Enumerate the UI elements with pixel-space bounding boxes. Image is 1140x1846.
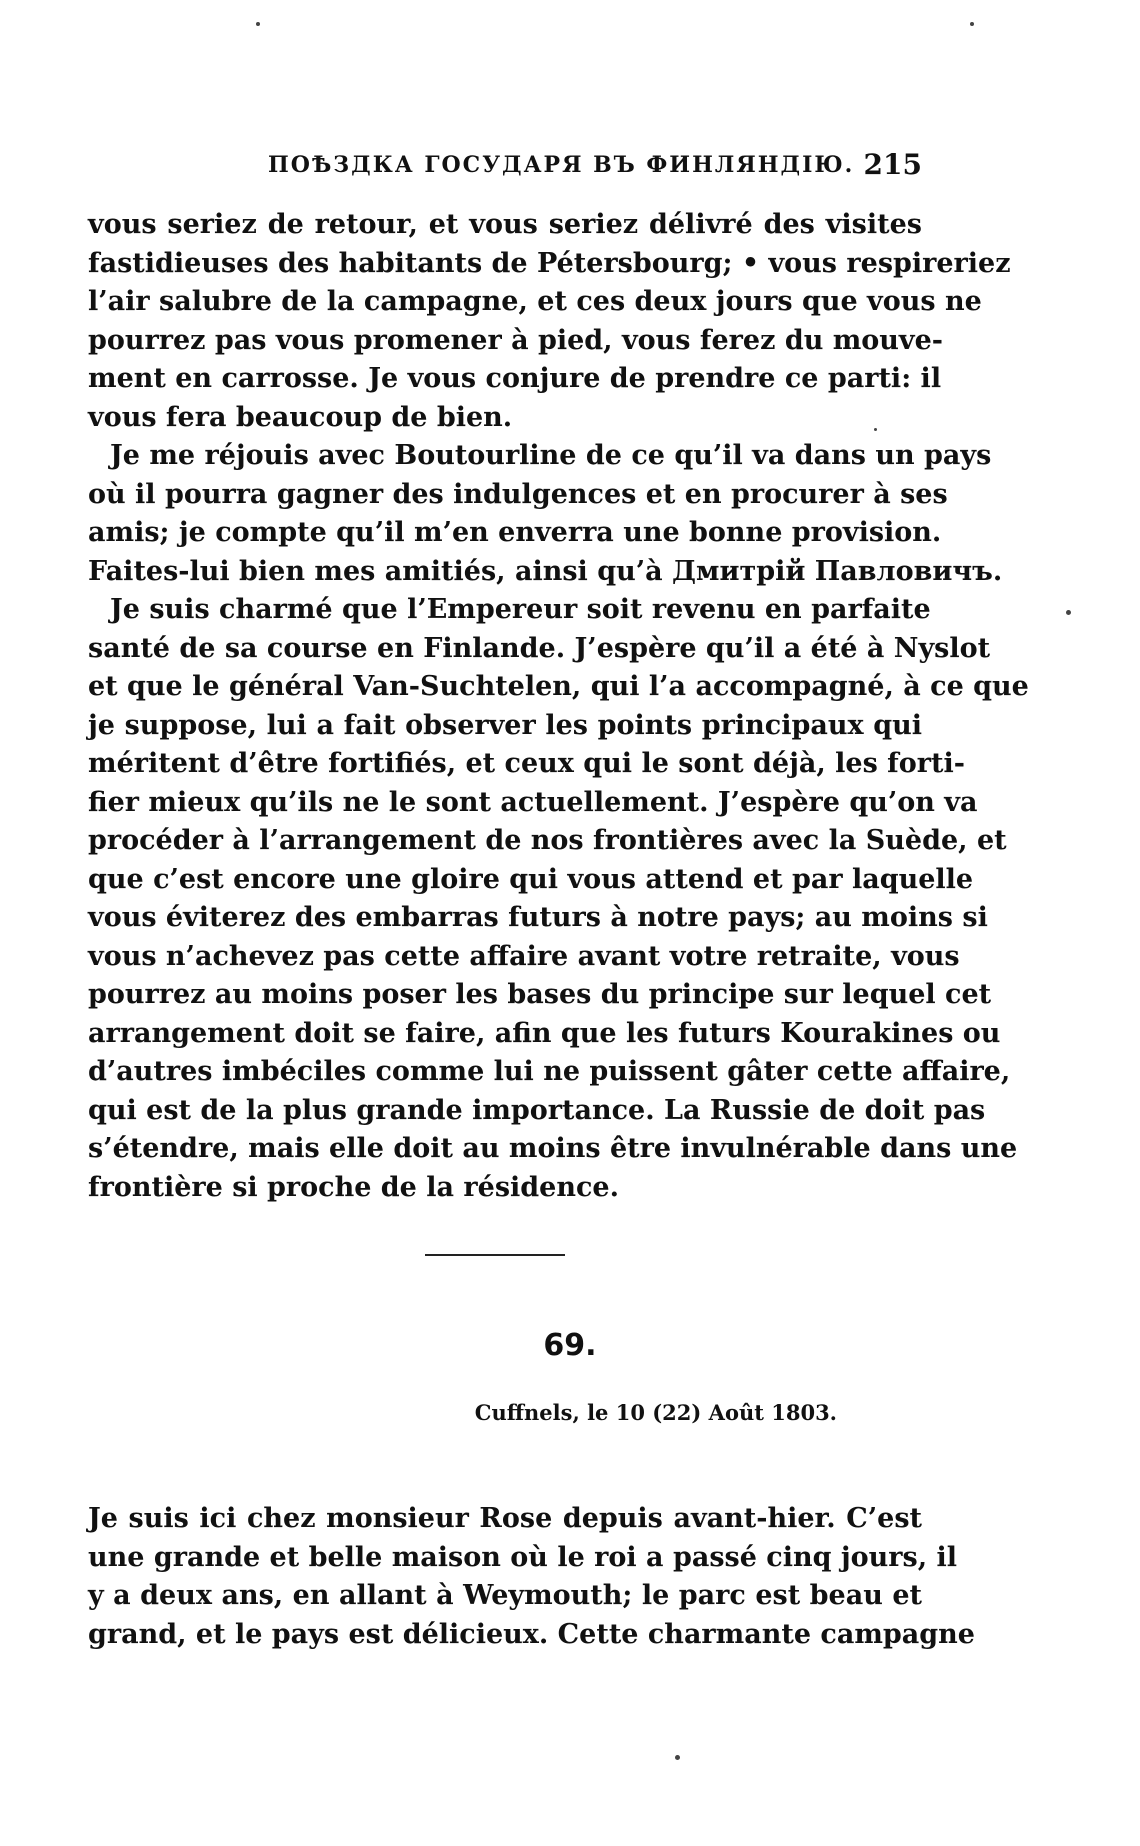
text-line: et que le général Van-Suchtelen, qui l’a accompagné, à ce que <box>88 671 1029 702</box>
text-line: pourrez au moins poser les bases du principe sur lequel cet <box>88 979 992 1010</box>
text-line: ment en carrosse. Je vous conjure de prendre ce parti: il <box>88 363 942 394</box>
text-line: vous fera beaucoup de bien. <box>88 401 513 433</box>
text-line: où il pourra gagner des indulgences et en procurer à ses <box>88 478 948 510</box>
text-line: méritent d’être fortifiés, et ceux qui le sont déjà, les forti- <box>88 748 965 779</box>
text-line: vous éviterez des embarras futurs à notre pays; au moins si <box>88 902 988 933</box>
letter-number: 69. <box>543 1328 597 1363</box>
text-line: fier mieux qu’ils ne le sont actuellement. J’espère qu’on va <box>88 786 978 818</box>
text-line: vous seriez de retour, et vous seriez délivré des visites <box>88 209 922 240</box>
text-line: santé de sa course en Finlande. J’espère qu’il a été à Nyslot <box>88 632 991 664</box>
text-line: l’air salubre de la campagne, et ces deux jours que vous ne <box>88 286 982 317</box>
text-line: s’étendre, mais elle doit au moins être invulnérable dans une <box>88 1133 1018 1164</box>
page-number: 215 <box>863 148 922 181</box>
running-head: ПОѢЗДКА ГОСУДАРЯ ВЪ ФИНЛЯНДІЮ. <box>268 152 855 178</box>
text-line: frontière si proche de la résidence. <box>88 1171 619 1203</box>
scan-speck <box>675 1755 680 1760</box>
text-line: procéder à l’arrangement de nos frontières avec la Suède, et <box>88 825 1007 856</box>
text-line: vous n’achevez pas cette affaire avant votre retraite, vous <box>88 940 960 972</box>
text-line: amis; je compte qu’il m’en enverra une bonne provision. <box>88 517 942 548</box>
text-line: Faites-lui bien mes amitiés, ainsi qu’à Дмитрій Павловичъ. <box>88 555 1003 587</box>
text-line: qui est de la plus grande importance. La Russie de doit pas <box>88 1094 986 1126</box>
text-line: Je suis ici chez monsieur Rose depuis avant-hier. C’est <box>88 1503 922 1534</box>
text-line: pourrez pas vous promener à pied, vous ferez du mouve- <box>88 324 944 356</box>
page-header <box>88 148 922 188</box>
scan-speck <box>970 22 974 26</box>
text-line: Je suis charmé que l’Empereur soit revenu en parfaite <box>110 594 931 625</box>
text-line: que c’est encore une gloire qui vous attend et par laquelle <box>88 863 974 895</box>
text-line: grand, et le pays est délicieux. Cette charmante campagne <box>88 1618 975 1650</box>
text-line: Je me réjouis avec Boutourline de ce qu’il va dans un pays <box>110 440 992 471</box>
scan-speck <box>1066 610 1071 615</box>
scan-speck <box>874 428 877 431</box>
text-line: fastidieuses des habitants de Pétersbourg; • vous respireriez <box>88 247 1011 279</box>
text-line: une grande et belle maison où le roi a passé cinq jours, il <box>88 1541 958 1573</box>
section-divider <box>425 1254 565 1256</box>
scan-speck <box>256 22 260 26</box>
text-line: arrangement doit se faire, afin que les futurs Kourakines ou <box>88 1017 1001 1049</box>
letter-69-body <box>88 1500 975 1654</box>
letter-dateline: Cuffnels, le 10 (22) Août 1803. <box>474 1400 837 1425</box>
letter-68-continuation <box>88 206 1029 1207</box>
text-line: je suppose, lui a fait observer les points principaux qui <box>88 709 922 741</box>
text-line: y a deux ans, en allant à Weymouth; le parc est beau et <box>88 1580 922 1611</box>
text-line: d’autres imbéciles comme lui ne puissent gâter cette affaire, <box>88 1056 1011 1087</box>
